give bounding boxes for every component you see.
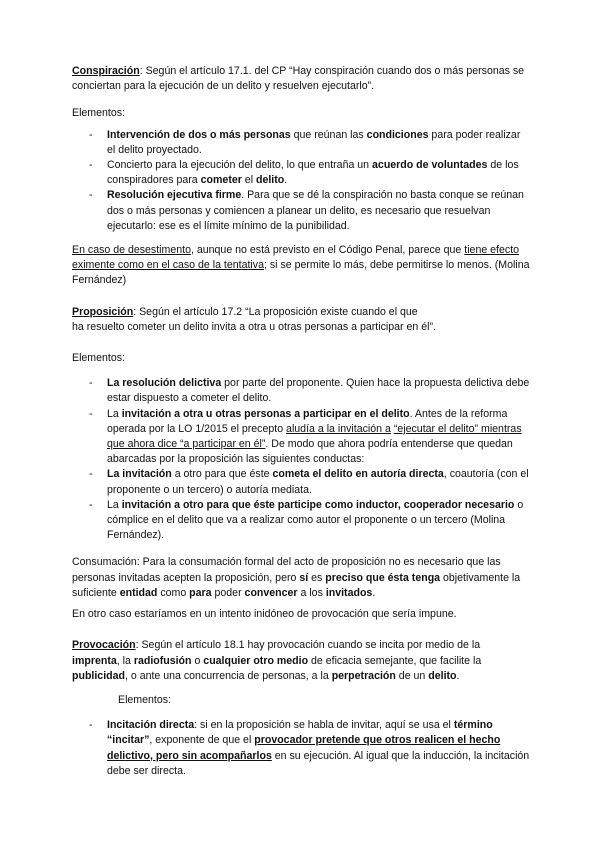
conspiracion-elementos-label: Elementos: — [72, 107, 125, 120]
list-item: - Concierto para la ejecución del delito, lo que entraña un acuerdo de voluntades de los conspiradores para cometer el delito. — [72, 158, 530, 188]
list-item: - La invitación a otro para que éste cometa el delito en autoría directa, coautoría (con el proponente o un tercero) o autoría mediata. — [72, 467, 530, 497]
list-item: - Incitación directa: si en la proposición se habla de invitar, aquí se usa el término “incitar”, exponente de que el provocador pretende que otros realicen el hecho delictivo, pero sin acompañarlos en su ejecución. Al igual que la inducción, la incitación debe ser directa. — [72, 718, 530, 779]
proposicion-elementos-label: Elementos: — [72, 352, 125, 365]
desistimiento-note: En caso de desestimento, aunque no está previsto en el Código Penal, parece que tiene efecto eximente como en el caso de la tentativa; si se permite lo más, debe permitirse lo menos. (Molina Fernández) — [72, 244, 530, 287]
list-item: - Intervención de dos o más personas que reúnan las condiciones para poder realizar el delito proyectado. — [72, 128, 530, 158]
document-page — [72, 64, 530, 779]
proposicion-elementos-list — [72, 376, 530, 543]
list-item: - Resolución ejecutiva firme. Para que se dé la conspiración no basta conque se reúnan dos o más personas y comiencen a planear un delito, es necesario que resuelvan ejecutarlo: ese es el límite mínimo de la punibilidad. — [72, 188, 530, 234]
conspiracion-title: Conspiración — [72, 65, 140, 77]
conspiracion-elementos-list — [72, 128, 530, 234]
provocacion-paragraph: Provocación: Según el artículo 18.1 hay provocación cuando se incita por medio de la imprenta, la radiofusión o cualquier otro medio de eficacia semejante, que facilite la publicidad, o ante una concurrencia de personas, a la perpetración de un delito. — [72, 639, 482, 682]
proposicion-title: Proposición — [72, 305, 134, 318]
list-item: - La invitación a otro para que éste participe como inductor, cooperador necesario o cómplice en el delito que va a realizar como autor el proponente o un tercero (Molina Fernández). — [72, 498, 530, 544]
otro-caso-paragraph: En otro caso estaríamos en un intento inidóneo de provocación que sería impune. — [72, 608, 457, 621]
provocacion-elementos-label: Elementos: — [118, 693, 171, 706]
list-item: - La resolución delictiva por parte del proponente. Quien hace la propuesta delictiva debe estar dispuesto a cometer el delito. — [72, 376, 530, 406]
proposicion-paragraph: Proposición: Según el artículo 17.2 “La proposición existe cuando el que ha resuelto cometer un delito invita a otra u otras personas a participar en él”. — [72, 305, 436, 333]
provocacion-title: Provocación — [72, 639, 136, 652]
conspiracion-paragraph: Conspiración: Según el artículo 17.1. del CP “Hay conspiración cuando dos o más personas se conciertan para la ejecución de un delito y resuelven ejecutarlo”. — [72, 65, 525, 93]
provocacion-elementos-list — [72, 718, 530, 779]
list-item: - La invitación a otra u otras personas a participar en el delito. Antes de la reforma operada por la LO 1/2015 el precepto aludía a la invitación a “ejecutar el delito” mientras que ahora dice “a participar en él”. De modo que ahora podría entenderse que quedan abarcadas por la proposición las siguientes conductas: — [72, 407, 530, 468]
consumacion-paragraph: Consumación: Para la consumación formal del acto de proposición no es necesario que las personas invitadas acepten la proposición, pero sí es preciso que ésta tenga objetivamente la suficiente entidad como para poder convencer a los invitados. — [72, 556, 521, 599]
